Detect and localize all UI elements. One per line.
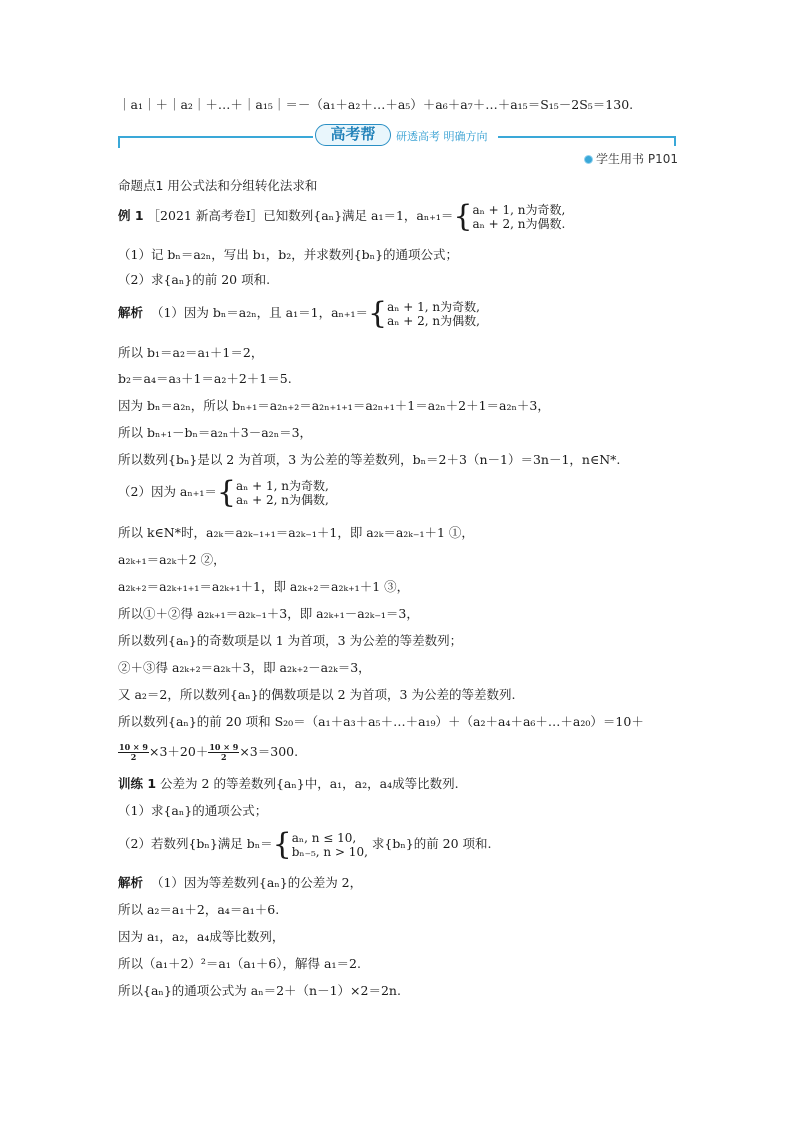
case-even: aₙ + 2, n为偶数, [387,313,480,328]
solution2-line-5: 所以{aₙ}的通项公式为 aₙ＝2＋（n－1）×2＝2n. [118,983,401,998]
case-odd: aₙ + 1, n为奇数, [387,299,480,314]
solution-line-12: 所以数列{aₙ}的奇数项是以 1 为首项，3 为公差的等差数列； [118,633,463,648]
case-even: aₙ + 2, n为偶数. [472,216,566,231]
solution-line-14: 又 a₂＝2，所以数列{aₙ}的偶数项是以 2 为首项，3 为公差的等差数列. [118,687,516,702]
example-stem [118,198,566,234]
solution-line-15: 所以数列{aₙ}的前 20 项和 S₂₀＝（a₁＋a₃＋a₅＋…＋a₁₉）＋（a₂＋a₄＋a₆＋…＋a₂₀）＝10＋ [118,714,644,729]
practice-question-1: （1）求{aₙ}的通项公式； [118,803,268,818]
solution-line-16-mid: ×3＋20＋ [148,744,209,759]
brace-icon: { [453,198,473,234]
example-stem-text: ［2021 新高考卷Ⅰ］已知数列{aₙ}满足 a₁＝1，aₙ₊₁＝ [147,208,454,223]
practice-question-2 [118,826,492,862]
bullet-icon [584,155,593,164]
example-label: 例 1 [118,208,144,223]
solution2-line-4: 所以（a₁＋2）²＝a₁（a₁＋6），解得 a₁＝2. [118,956,361,971]
solution-line-5: 所以 bₙ₊₁－bₙ＝a₂ₙ＋3－a₂ₙ＝3， [118,425,313,440]
case-le-10: aₙ, n ≤ 10, [291,830,357,845]
solution2-line-3: 因为 a₁，a₂，a₄成等比数列， [118,929,285,944]
question-1: （1）记 bₙ＝a₂ₙ，写出 b₁，b₂，并求数列{bₙ}的通项公式； [118,247,459,262]
practice-label: 训练 1 [118,776,157,791]
piecewise-cases [292,831,368,859]
banner-rule-left [118,136,313,138]
solution-line-1-text: （1）因为 bₙ＝a₂ₙ，且 a₁＝1，aₙ₊₁＝ [150,305,369,320]
solution-line-16-end: ×3＝300. [239,744,299,759]
fraction-denominator: 2 [221,752,227,762]
top-equation: ｜a₁｜＋｜a₂｜＋…＋｜a₁₅｜＝－（a₁＋a₂＋…＋a₅）＋a₆＋a₇＋…＋a₁₅＝S₁₅－2S₅＝130. [118,97,634,112]
fraction [118,743,149,762]
solution-line-16 [118,739,298,765]
solution2-line-2: 所以 a₂＝a₁＋2，a₄＝a₁＋6. [118,902,280,917]
book-reference-text: 学生用书 P101 [596,152,678,166]
solution-line-10: a₂ₖ₊₂＝a₂ₖ₊₁₊₁＝a₂ₖ₊₁＋1，即 a₂ₖ₊₂＝a₂ₖ₊₁＋1 ③， [118,579,410,594]
case-odd: aₙ + 1, n为奇数, [236,478,329,493]
solution-line-7-text: （2）因为 aₙ₊₁＝ [118,484,217,499]
fraction-numerator: 10 × 9 [209,742,239,752]
solution-line-13: ②＋③得 a₂ₖ₊₂＝a₂ₖ＋3，即 a₂ₖ₊₂－a₂ₖ＝3， [118,660,371,675]
solution2-label: 解析 [118,875,144,890]
practice-stem-text: 公差为 2 的等差数列{aₙ}中，a₁，a₂，a₄成等比数列. [160,776,459,791]
banner-tick-right [674,136,676,146]
piecewise-cases [236,479,329,507]
practice-stem [118,776,459,792]
solution-label: 解析 [118,305,144,320]
fraction-denominator: 2 [130,752,137,762]
solution-line-3: b₂＝a₄＝a₃＋1＝a₂＋2＋1＝5. [118,371,292,386]
section-heading: 命题点1 用公式法和分组转化法求和 [118,178,318,193]
banner-tick-left [118,136,120,148]
solution-line-8: 所以 k∈N*时，a₂ₖ＝a₂ₖ₋₁₊₁＝a₂ₖ₋₁＋1，即 a₂ₖ＝a₂ₖ₋₁＋1 ①， [118,525,474,540]
case-odd: aₙ + 1, n为奇数, [472,202,566,217]
solution-line-6: 所以数列{bₙ}是以 2 为首项，3 为公差的等差数列，bₙ＝2＋3（n－1）＝3n－1，n∈N*. [118,452,621,467]
solution-line-4: 因为 bₙ＝a₂ₙ，所以 bₙ₊₁＝a₂ₙ₊₂＝a₂ₙ₊₁₊₁＝a₂ₙ₊₁＋1＝a₂ₙ＋2＋1＝a₂ₙ＋3， [118,398,550,413]
solution-line-7 [118,474,329,510]
solution-line-9: a₂ₖ₊₁＝a₂ₖ＋2 ②， [118,552,226,567]
fraction [208,743,239,762]
practice-question-2-pre: （2）若数列{bₙ}满足 bₙ＝ [118,836,273,851]
case-even: aₙ + 2, n为偶数, [236,492,329,507]
question-2: （2）求{aₙ}的前 20 项和. [118,272,271,287]
fraction-numerator: 10 × 9 [119,742,148,752]
book-reference [584,150,678,167]
case-gt-10: bₙ₋₅, n > 10, [291,844,368,859]
solution2-line-1 [118,875,362,891]
brace-icon: { [216,474,236,510]
practice-question-2-post: 求{bₙ}的前 20 项和. [371,836,492,851]
gaokaobang-banner [118,124,678,148]
piecewise-cases [387,300,480,328]
piecewise-cases [473,203,566,231]
banner-slogan: 研透高考 明确方向 [396,130,488,143]
banner-title: 高考帮 [315,124,391,146]
banner-rule-right [498,136,676,138]
solution-line-11: 所以①＋②得 a₂ₖ₊₁＝a₂ₖ₋₁＋3，即 a₂ₖ₊₁－a₂ₖ₋₁＝3， [118,606,419,621]
brace-icon: { [368,295,388,331]
solution-line-1 [118,295,480,331]
brace-icon: { [272,826,292,862]
solution-line-2: 所以 b₁＝a₂＝a₁＋1＝2， [118,345,264,360]
solution2-line-1-text: （1）因为等差数列{aₙ}的公差为 2， [150,875,363,890]
